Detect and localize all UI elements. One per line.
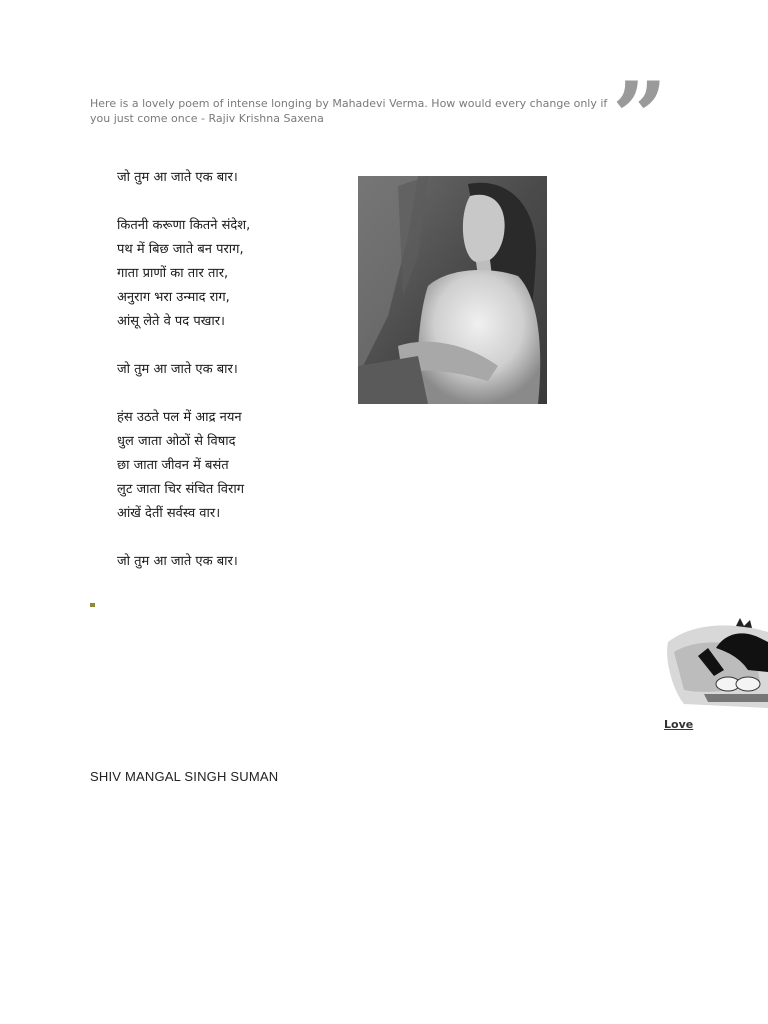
love-link[interactable]: Love: [664, 718, 694, 731]
poem-line: आंखें देतीं सर्वस्व वार।: [117, 506, 221, 521]
poem-line: जो तुम आ जाते एक बार।: [117, 362, 238, 377]
poem-line: धुल जाता ओठों से विषाद: [117, 434, 236, 449]
small-bullet-icon: [90, 603, 95, 607]
closing-quote-icon: ”: [612, 61, 668, 174]
poem-stanza: [117, 358, 347, 382]
poem-line: पथ में बिछ जाते बन पराग,: [117, 242, 244, 257]
poem-stanza: [117, 166, 347, 190]
poem-stanza: [117, 550, 347, 574]
author-name: SHIV MANGAL SINGH SUMAN: [90, 769, 279, 784]
poem-line: आंसू लेते वे पद पखार।: [117, 314, 225, 329]
intro-text: Here is a lovely poem of intense longing by Mahadevi Verma. How would every change only if you just come once - Rajiv Krishna Saxena: [90, 97, 608, 125]
poem-line: गाता प्राणों का तार तार,: [117, 266, 229, 281]
poem-line: जो तुम आ जाते एक बार।: [117, 554, 238, 569]
poem-line: अनुराग भरा उन्माद राग,: [117, 290, 230, 305]
poem: [117, 166, 347, 598]
cartoon-love-image: [664, 612, 768, 708]
poem-line: लुट जाता चिर संचित विराग: [117, 482, 245, 497]
poem-stanza: [117, 214, 347, 334]
poem-line: कितनी करूणा कितने संदेश,: [117, 218, 251, 233]
poem-line: छा जाता जीवन में बसंत: [117, 458, 229, 473]
poem-line: जो तुम आ जाते एक बार।: [117, 170, 238, 185]
poem-line: हंस उठते पल में आद्र नयन: [117, 410, 242, 425]
woman-portrait-image: [358, 176, 547, 404]
poem-stanza: [117, 406, 347, 526]
